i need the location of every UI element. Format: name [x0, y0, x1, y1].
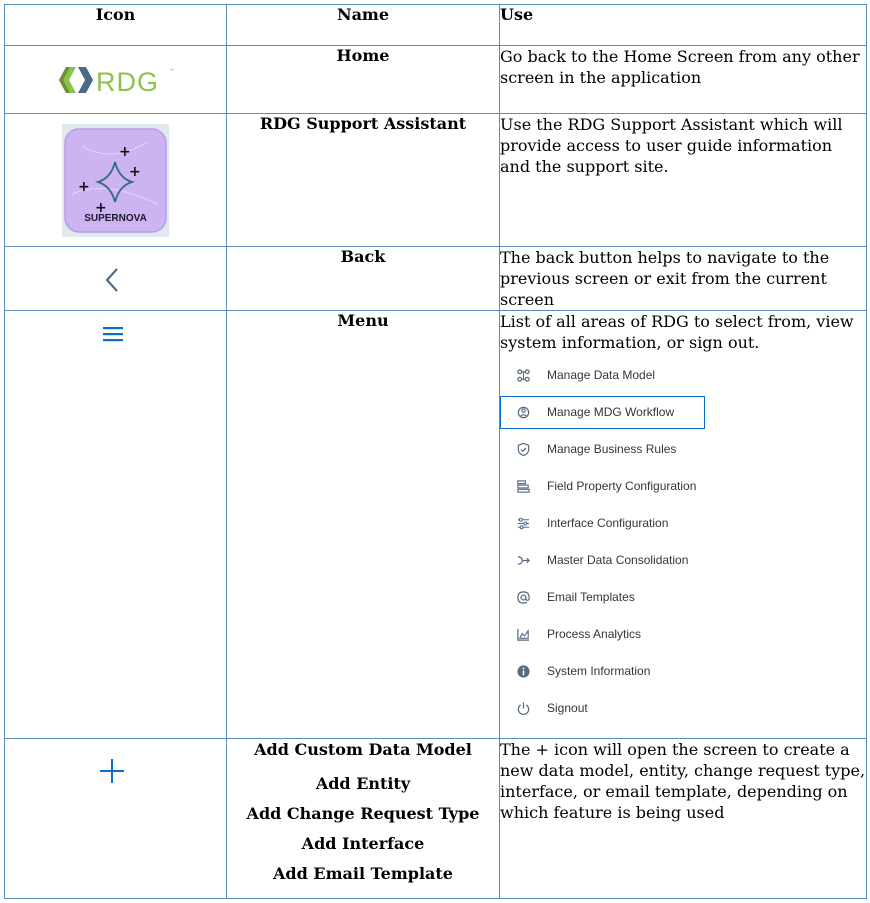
table-row: [5, 114, 867, 247]
menu-item-system-information[interactable]: [500, 655, 705, 688]
row-use: The + icon will open the screen to create a new data model, entity, change request type, interface, or email template, depending on which feature is being used: [500, 739, 867, 899]
row-name: Add Custom Data Model: [254, 740, 472, 759]
info-icon: [515, 664, 531, 680]
header-name: Name: [227, 5, 500, 46]
row-use: Go back to the Home Screen from any other screen in the application: [500, 46, 867, 114]
svg-text:+: +: [129, 164, 141, 180]
rdg-logo-icon: [56, 63, 176, 97]
menu-item-field-property-configuration[interactable]: [500, 470, 705, 503]
menu-item-signout[interactable]: [500, 692, 705, 725]
row-use: The back button helps to navigate to the previous screen or exit from the current screen: [500, 247, 867, 311]
power-icon: [515, 701, 531, 717]
icon-cell: [5, 46, 227, 114]
table-row: [5, 46, 867, 114]
rdg-logo-text: RDG: [95, 67, 159, 97]
field-property-icon: [515, 479, 531, 495]
data-model-icon: [515, 368, 531, 384]
menu-item-label: Field Property Configuration: [547, 479, 697, 493]
menu-item-manage-business-rules[interactable]: [500, 433, 705, 466]
menu-item-email-templates[interactable]: [500, 581, 705, 614]
hamburger-menu-icon: [102, 325, 124, 343]
icon-reference-table: [4, 4, 867, 899]
menu-item-label: Interface Configuration: [547, 516, 669, 530]
icon-cell: [5, 739, 227, 899]
svg-text:+: +: [95, 200, 107, 216]
table-row: [5, 247, 867, 311]
row-name: Add Change Request Type: [246, 804, 480, 823]
menu-description: List of all areas of RDG to select from, view system information, or sign out.: [500, 312, 854, 352]
menu-item-label: Signout: [547, 701, 588, 715]
menu-item-label: Master Data Consolidation: [547, 553, 689, 567]
menu-item-label: Manage Data Model: [547, 368, 656, 382]
menu-item-manage-data-model[interactable]: [500, 359, 705, 392]
menu-item-label: Email Templates: [547, 590, 635, 604]
menu-list: [500, 359, 705, 725]
row-name: RDG Support Assistant: [227, 114, 500, 247]
merge-arrow-icon: [515, 553, 531, 569]
row-name: Add Entity: [315, 774, 411, 793]
sliders-icon: [515, 516, 531, 532]
menu-item-label: System Information: [547, 664, 651, 678]
svg-text:™: ™: [168, 68, 174, 74]
header-use: Use: [500, 5, 867, 46]
menu-item-label: Manage Business Rules: [547, 442, 677, 456]
supernova-icon: [62, 124, 169, 237]
header-icon: Icon: [5, 5, 227, 46]
row-use: [500, 311, 867, 739]
row-name: Add Interface: [301, 834, 425, 853]
menu-item-label: Manage MDG Workflow: [547, 405, 675, 419]
area-chart-icon: [515, 627, 531, 643]
at-sign-icon: [515, 590, 531, 606]
menu-item-interface-configuration[interactable]: [500, 507, 705, 540]
supernova-text: SUPERNOVA: [84, 213, 147, 224]
menu-item-process-analytics[interactable]: [500, 618, 705, 651]
header-row: [5, 5, 867, 46]
menu-item-manage-mdg-workflow[interactable]: [500, 396, 705, 429]
row-name: Menu: [227, 311, 500, 739]
row-name: Add Email Template: [273, 864, 453, 883]
chevron-left-icon: [103, 267, 123, 293]
icon-cell: [5, 247, 227, 311]
svg-text:+: +: [78, 179, 90, 195]
plus-icon: [98, 757, 126, 785]
row-name-list: [227, 739, 500, 899]
table-row: [5, 739, 867, 899]
row-name: Home: [227, 46, 500, 114]
row-use: Use the RDG Support Assistant which will provide access to user guide information and the support site.: [500, 114, 867, 247]
svg-text:+: +: [119, 144, 131, 160]
icon-cell: [5, 311, 227, 739]
workflow-icon: [515, 405, 531, 421]
icon-cell: [5, 114, 227, 247]
row-name: Back: [227, 247, 500, 311]
shield-check-icon: [515, 442, 531, 458]
menu-item-master-data-consolidation[interactable]: [500, 544, 705, 577]
table-row: [5, 311, 867, 739]
menu-item-label: Process Analytics: [547, 627, 642, 641]
